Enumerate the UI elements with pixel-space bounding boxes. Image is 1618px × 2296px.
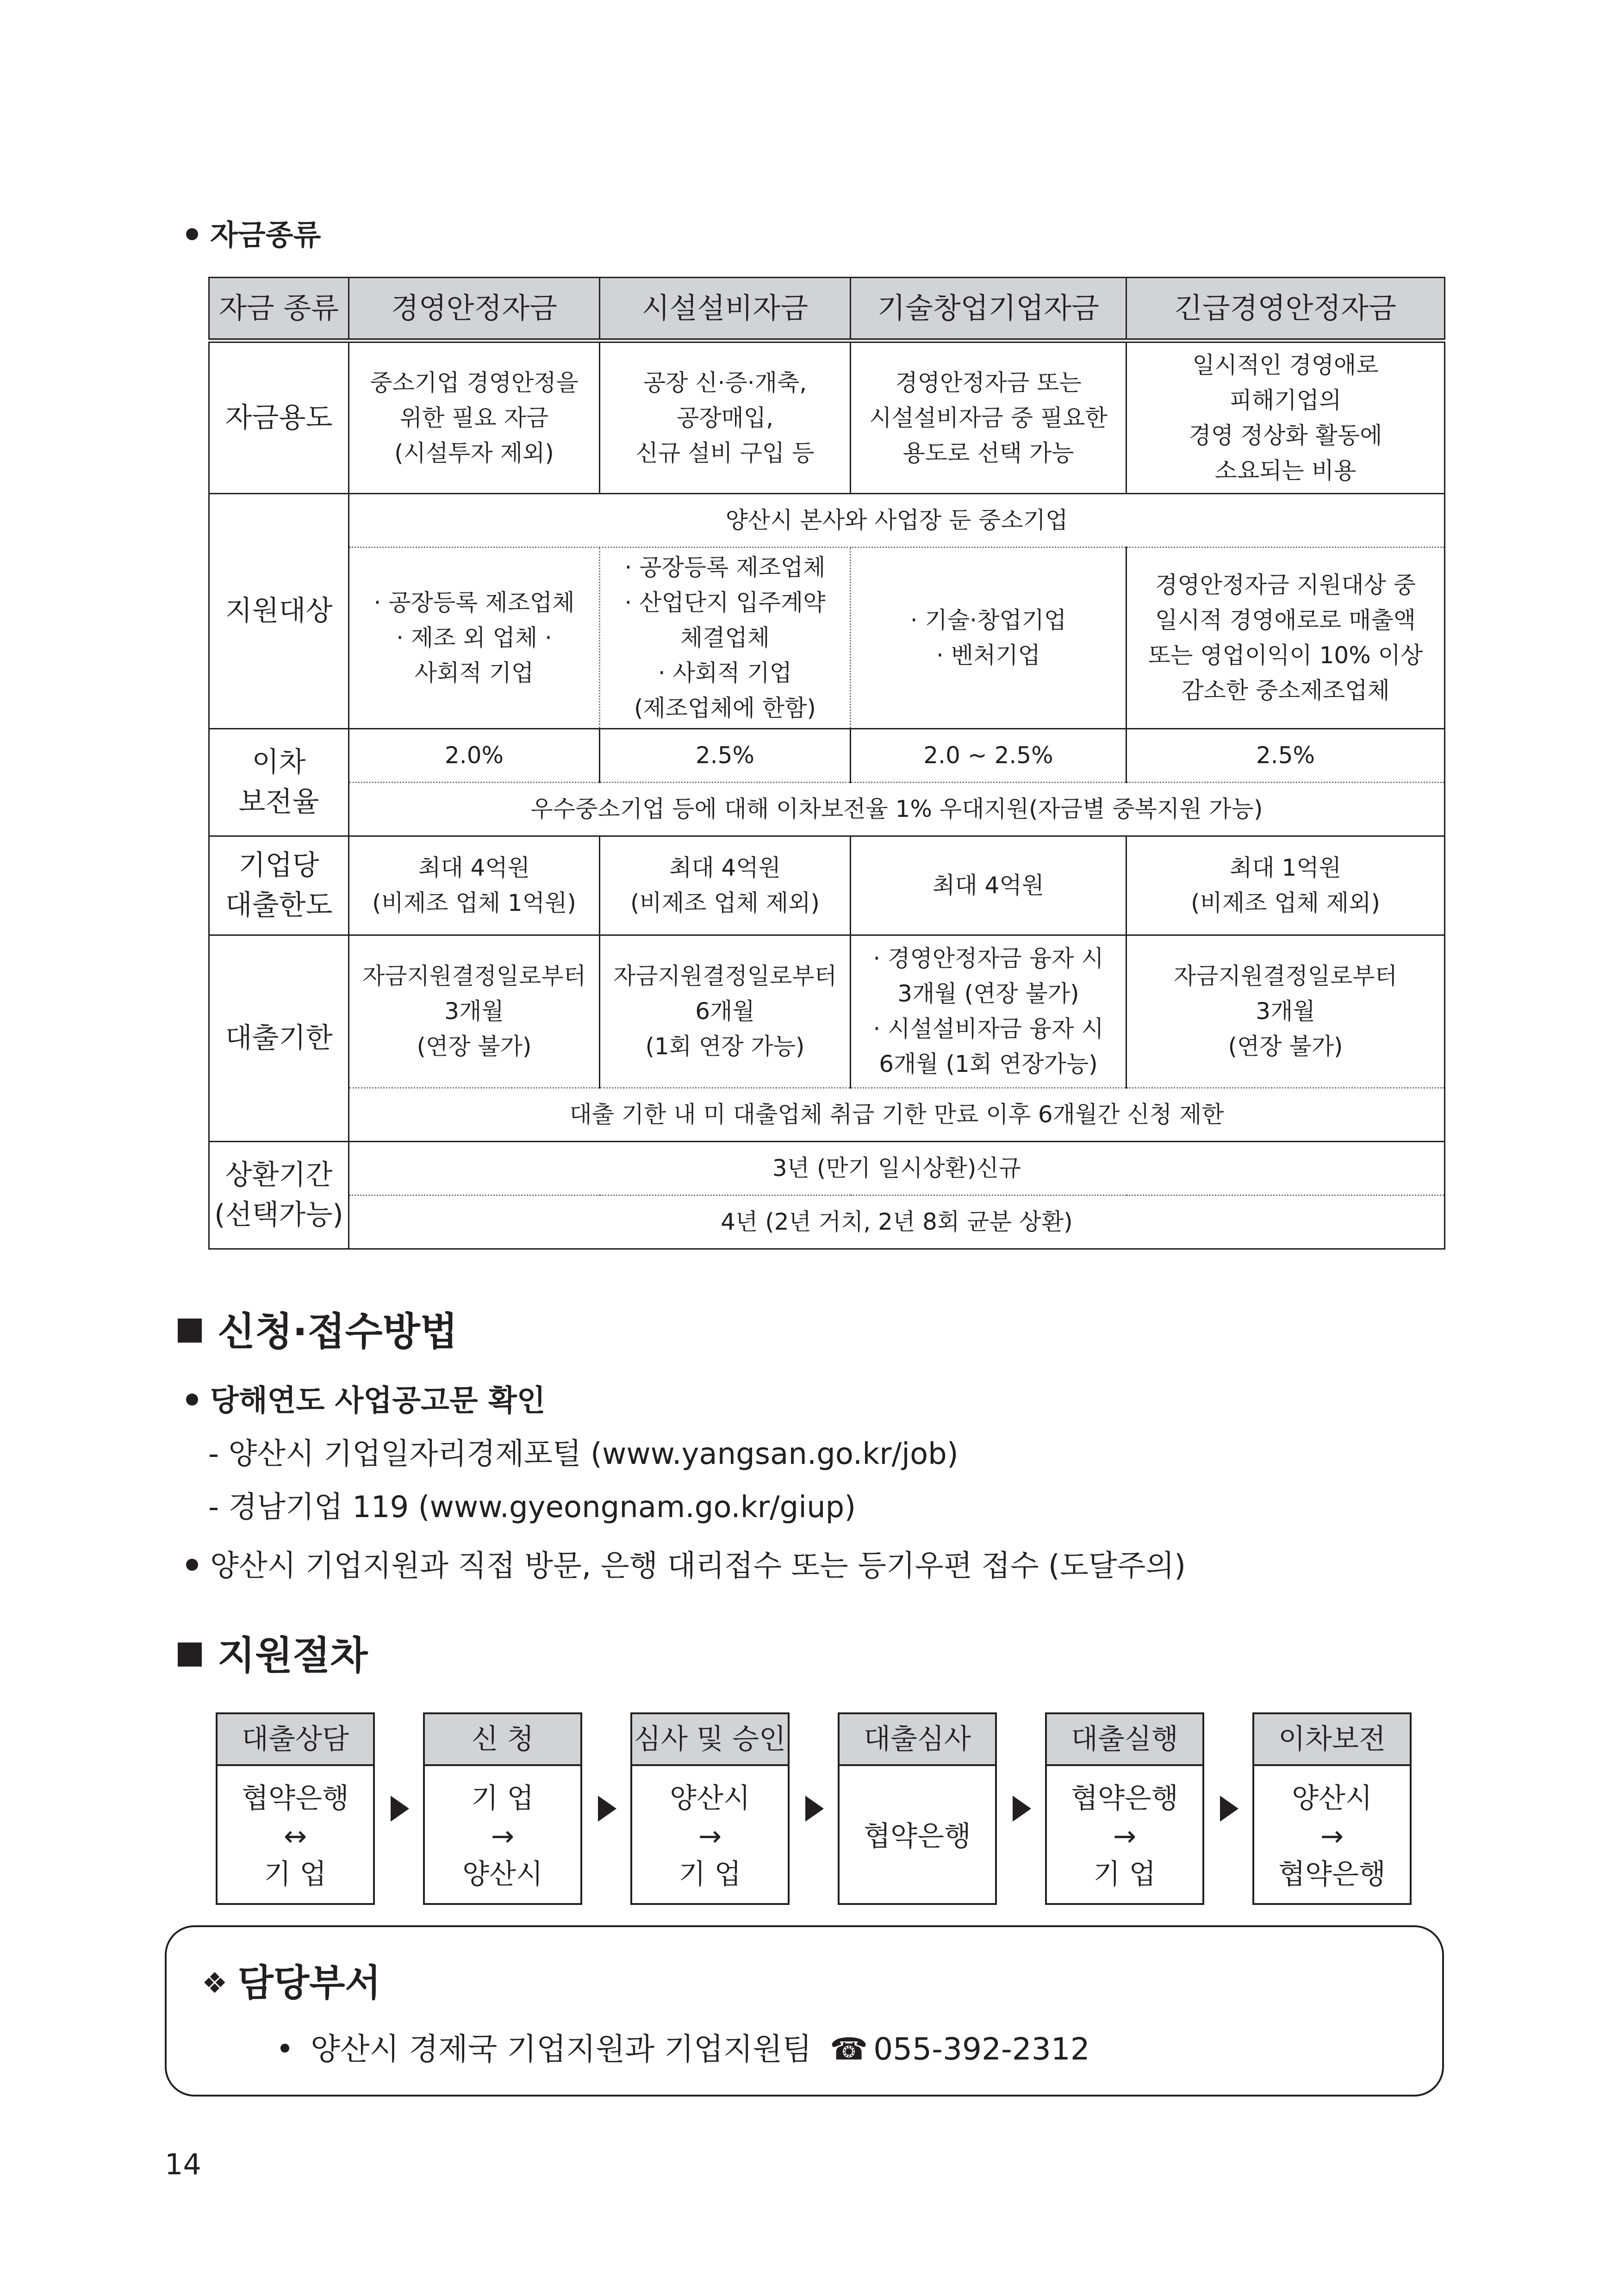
apply-bullet-2	[186, 1542, 1186, 1585]
step-title: 이차보전	[1254, 1714, 1410, 1766]
step-body: 양산시 → 협약은행	[1278, 1782, 1386, 1891]
table-row-target-common	[209, 493, 1445, 547]
section-fund-title: 자금종류	[210, 218, 321, 252]
apply-sub-2: - 경남기업 119 (www.gyeongnam.go.kr/giup)	[208, 1490, 856, 1524]
table-row-repay-2	[209, 1195, 1445, 1249]
procedure-step-loan-review	[838, 1712, 997, 1905]
step-arrow-icon	[805, 1796, 824, 1822]
table-cell: 2.5%	[600, 728, 851, 782]
contact-phone: 055-392-2312	[873, 2031, 1090, 2067]
page-number: 14	[165, 2147, 201, 2181]
table-cell: 공장 신·증·개축, 공장매입, 신규 설비 구입 등	[600, 341, 851, 493]
table-cell: 자금지원결정일로부터 6개월 (1회 연장 가능)	[600, 935, 851, 1088]
procedure-step-review	[630, 1712, 790, 1905]
fund-table	[208, 277, 1445, 1250]
header-cell: 경영안정자금	[349, 278, 600, 341]
procedure-step-apply	[423, 1712, 582, 1905]
procedure-step-consult	[216, 1712, 375, 1905]
step-body: 협약은행	[864, 1820, 971, 1853]
step-arrow-icon	[391, 1796, 409, 1822]
row-label: 대출기한	[209, 935, 349, 1141]
step-body: 협약은행 → 기 업	[1071, 1782, 1178, 1891]
table-row-rate	[209, 728, 1445, 782]
header-cell: 긴급경영안정자금	[1126, 278, 1445, 341]
row-label: 자금용도	[209, 341, 349, 493]
table-row-rate-note	[209, 782, 1445, 836]
diamond-cluster-icon: ❖	[202, 1966, 228, 2000]
apply-bullet-2-text: 양산시 기업지원과 직접 방문, 은행 대리접수 또는 등기우편 접수 (도달주의)	[210, 1549, 1186, 1583]
step-title: 대출상담	[218, 1714, 373, 1766]
table-cell: 중소기업 경영안정을 위한 필요 자금 (시설투자 제외)	[349, 341, 600, 493]
table-cell: 대출 기한 내 미 대출업체 취급 기한 만료 이후 6개월간 신청 제한	[349, 1088, 1445, 1141]
table-cell: 3년 (만기 일시상환)신규	[349, 1141, 1445, 1195]
table-cell: 자금지원결정일로부터 3개월 (연장 불가)	[1126, 935, 1445, 1088]
section-proc-heading	[178, 1624, 368, 1680]
header-cell: 기술창업기업자금	[851, 278, 1126, 341]
step-title: 대출심사	[840, 1714, 995, 1766]
step-body: 양산시 → 기 업	[670, 1782, 750, 1891]
table-row-limit	[209, 836, 1445, 935]
section-proc-title: 지원절차	[218, 1633, 368, 1678]
apply-bullet-1-text: 당해연도 사업공고문 확인	[210, 1384, 546, 1418]
header-cell: 자금 종류	[209, 278, 349, 341]
table-cell: 최대 4억원	[851, 836, 1126, 935]
table-cell: · 공장등록 제조업체 · 산업단지 입주계약 체결업체 · 사회적 기업 (제조업체에 한함)	[600, 547, 851, 728]
table-cell: 우수중소기업 등에 대해 이차보전율 1% 우대지원(자금별 중복지원 가능)	[349, 782, 1445, 836]
table-cell: 경영안정자금 또는 시설설비자금 중 필요한 용도로 선택 가능	[851, 341, 1126, 493]
table-cell: 2.5%	[1126, 728, 1445, 782]
table-cell: 2.0%	[349, 728, 600, 782]
apply-sub-1: - 양산시 기업일자리경제포털 (www.yangsan.go.kr/job)	[208, 1437, 958, 1471]
table-cell: 일시적인 경영애로 피해기업의 경영 정상화 활동에 소요되는 비용	[1126, 341, 1445, 493]
row-label: 기업당 대출한도	[209, 836, 349, 935]
table-row-repay	[209, 1141, 1445, 1195]
step-title: 신 청	[425, 1714, 580, 1766]
table-cell: 2.0 ~ 2.5%	[851, 728, 1126, 782]
square-bullet-icon	[178, 1319, 202, 1343]
contact-heading	[202, 1953, 381, 2006]
table-row-usage	[209, 341, 1445, 493]
step-arrow-icon	[1220, 1796, 1238, 1822]
step-title: 대출실행	[1047, 1714, 1202, 1766]
apply-bullet-1	[186, 1377, 546, 1419]
table-cell: 경영안정자금 지원대상 중 일시적 경영애로로 매출액 또는 영업이익이 10% 이상 감소한 중소제조업체	[1126, 547, 1445, 728]
section-apply-title: 신청·접수방법	[218, 1309, 458, 1354]
table-cell: 자금지원결정일로부터 3개월 (연장 불가)	[349, 935, 600, 1088]
phone-icon: ☎	[829, 2031, 868, 2067]
step-title: 심사 및 승인	[632, 1714, 788, 1766]
procedure-step-interest	[1252, 1712, 1412, 1905]
table-row-period	[209, 935, 1445, 1088]
table-cell: · 기술·창업기업 · 벤처기업	[851, 547, 1126, 728]
bullet-icon	[186, 1394, 198, 1406]
square-bullet-icon	[178, 1643, 202, 1667]
bullet-icon	[186, 1559, 198, 1571]
contact-dept: 양산시 경제국 기업지원과 기업지원팀	[310, 2031, 812, 2067]
table-row-target	[209, 547, 1445, 728]
table-cell: 최대 1억원 (비제조 업체 제외)	[1126, 836, 1445, 935]
step-arrow-icon	[598, 1796, 616, 1822]
contact-title: 담당부서	[237, 1961, 381, 2004]
bullet-icon	[186, 228, 198, 240]
step-body: 기 업 → 양산시	[462, 1782, 543, 1891]
bullet-icon: •	[276, 2031, 294, 2067]
table-cell: 최대 4억원 (비제조 업체 제외)	[600, 836, 851, 935]
section-apply-heading	[178, 1300, 458, 1356]
contact-line	[276, 2024, 1090, 2068]
row-label: 지원대상	[209, 493, 349, 728]
section-fund-heading	[186, 212, 321, 253]
table-cell: 양산시 본사와 사업장 둔 중소기업	[349, 493, 1445, 547]
procedure-step-loan-execute	[1045, 1712, 1204, 1905]
table-header-row	[209, 278, 1445, 341]
table-cell: · 공장등록 제조업체 · 제조 외 업체 · 사회적 기업	[349, 547, 600, 728]
table-cell: · 경영안정자금 융자 시 3개월 (연장 불가) · 시설설비자금 융자 시 6개월 (1회 연장가능)	[851, 935, 1126, 1088]
step-body: 협약은행 ↔ 기 업	[242, 1782, 349, 1891]
step-arrow-icon	[1013, 1796, 1031, 1822]
header-cell: 시설설비자금	[600, 278, 851, 341]
row-label: 상환기간 (선택가능)	[209, 1141, 349, 1249]
table-cell: 4년 (2년 거치, 2년 8회 균분 상환)	[349, 1195, 1445, 1249]
table-cell: 최대 4억원 (비제조 업체 1억원)	[349, 836, 600, 935]
row-label: 이차 보전율	[209, 728, 349, 836]
table-row-period-note	[209, 1088, 1445, 1141]
contact-box	[165, 1925, 1444, 2097]
